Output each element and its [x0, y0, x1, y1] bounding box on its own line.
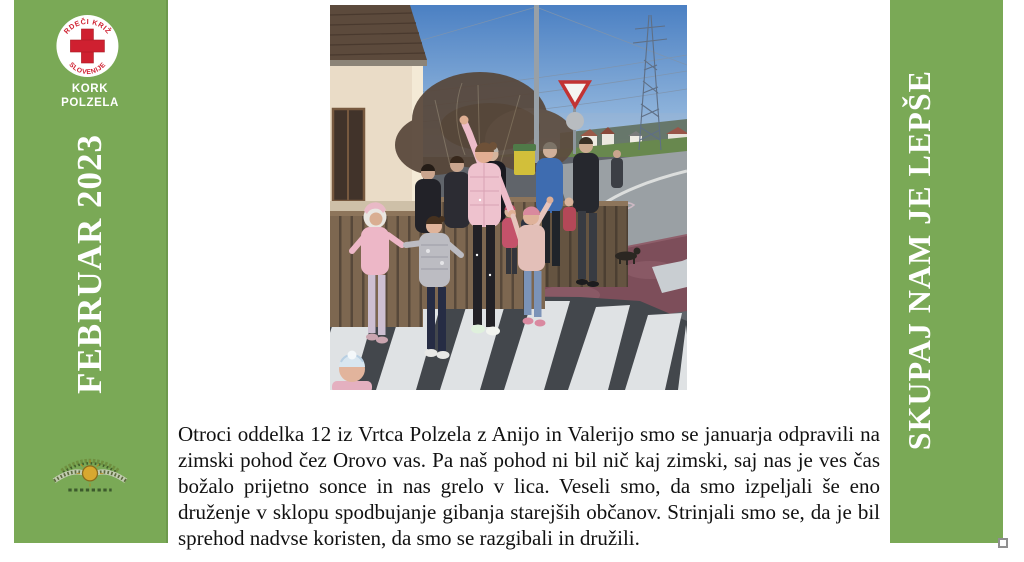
month-label-wrap	[14, 128, 166, 400]
motto-label-wrap	[896, 58, 942, 462]
motto-vertical-label: SKUPAJ NAM JE LEPŠE	[900, 69, 937, 451]
utility-pole	[534, 5, 539, 163]
resize-handle[interactable]	[998, 538, 1008, 548]
right-sidebar	[890, 0, 1003, 543]
left-sidebar	[14, 0, 168, 543]
article-paragraph: Otroci oddelka 12 iz Vrtca Polzela z Anijo in Valerijo smo se januarja odpravili na zimski pohod čez Orovo vas. Pa naš pohod ni bil nič kaj zimski, saj nas je ves čas božalo prijetno sonce in nas grelo v lica. Veseli smo, da smo izpeljali še eno druženje v sklopu spodbujanje gibanja starejših občanov. Strinjali smo se, da je bil sprehod nadvse koristen, da smo se razgibali in družili.	[178, 422, 880, 550]
walk-photo	[330, 5, 687, 390]
red-cross-logo-icon	[55, 14, 119, 78]
red-cross-arc-top-text: RDEČI KRIŽ	[61, 16, 114, 36]
org-name	[14, 83, 166, 110]
house	[330, 5, 427, 215]
org-name-line2: POLZELA	[61, 96, 119, 109]
org-name-line1: KORK	[71, 83, 109, 95]
month-vertical-label: FEBRUAR 2023	[70, 134, 109, 394]
dumpster	[513, 144, 536, 175]
kindergarten-logo-icon	[50, 450, 130, 500]
red-cross-arc-bottom-text: SLOVENIJE	[67, 61, 108, 77]
